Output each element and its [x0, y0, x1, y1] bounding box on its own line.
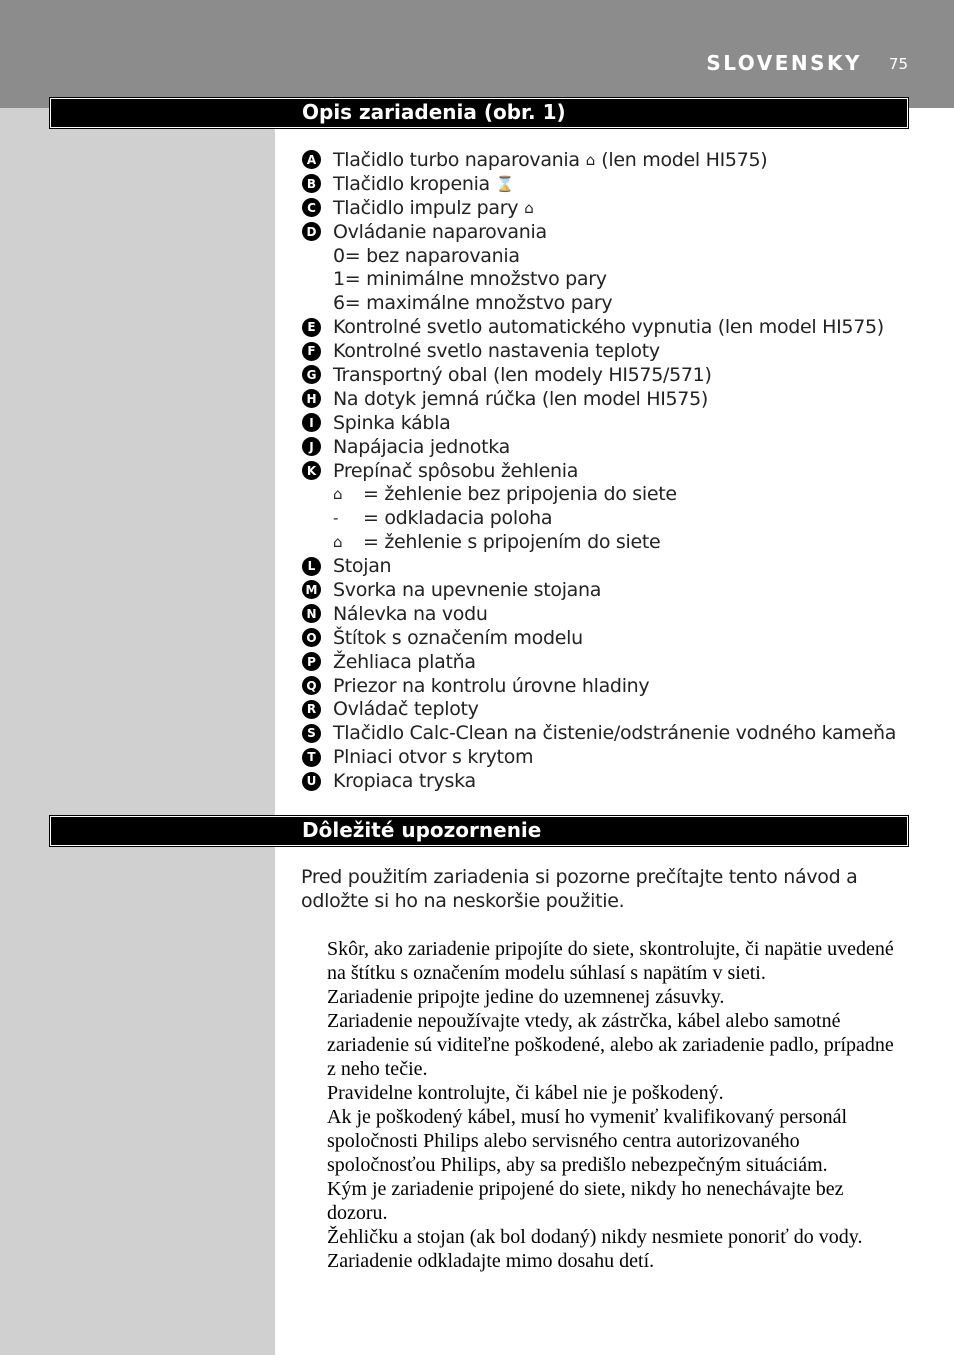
item-letter-badge: I [302, 413, 321, 432]
iron-mode-icon: - [333, 509, 339, 528]
item-text: Ovládač teploty [333, 698, 479, 721]
warning-item: Žehličku a stojan (ak bol dodaný) nikdy nesmiete ponoriť do vody. [327, 1226, 863, 1248]
item-text: Tlačidlo impulz pary [333, 196, 519, 219]
list-item [302, 697, 902, 721]
button-symbol-icon: ⌛ [495, 174, 515, 193]
warning-item: Zariadenie nepoužívajte vtedy, ak zástrčka, kábel alebo samotné zariadenie sú viditeľne poškodené, alebo ak zariadenie padlo, prípadne z neho tečie. [327, 1010, 894, 1080]
iron-mode-icon: ⌂ [333, 533, 343, 552]
item-text: Ovládanie naparovania [333, 220, 547, 243]
section-bar-important [50, 816, 908, 846]
item-letter-badge: R [302, 700, 321, 719]
list-item [302, 339, 902, 363]
item-text: Kropiaca tryska [333, 770, 476, 793]
list-item [302, 411, 902, 435]
iron-mode-icon: ⌂ [333, 485, 343, 504]
list-item [302, 435, 902, 459]
item-text: Transportný obal (len modely HI575/571) [333, 363, 712, 386]
list-item [302, 220, 902, 244]
item-text: Nálevka na vodu [333, 602, 488, 625]
item-letter-badge: B [302, 174, 321, 193]
item-text: Napájacia jednotka [333, 435, 510, 458]
section-bar-description [50, 98, 908, 128]
item-letter-badge: O [302, 628, 321, 647]
page-number: 75 [888, 55, 908, 73]
item-letter-badge: A [302, 150, 321, 169]
item-text: = žehlenie s pripojením do siete [363, 531, 661, 554]
list-item [302, 148, 902, 172]
warning-item: Kým je zariadenie pripojené do siete, nikdy ho nenechávajte bez dozoru. [327, 1178, 844, 1224]
button-symbol-icon: ⌂ [585, 150, 596, 169]
item-text: Tlačidlo kropenia [333, 172, 490, 195]
list-item [302, 530, 902, 554]
item-letter-badge: H [302, 389, 321, 408]
language-label: SLOVENSKY [706, 51, 862, 75]
intro-paragraph: Pred použitím zariadenia si pozorne prečítajte tento návod a odložte si ho na neskoršie použitie. [301, 866, 858, 912]
warning-item: Pravidelne kontrolujte, či kábel nie je poškodený. [327, 1082, 724, 1104]
item-text: 1= minimálne množstvo pary [333, 268, 607, 291]
list-item [302, 602, 902, 626]
list-item [302, 196, 902, 220]
item-text: Plniaci otvor s krytom [333, 746, 534, 769]
item-letter-badge: Q [302, 676, 321, 695]
item-text: Na dotyk jemná rúčka (len model HI575) [333, 387, 709, 410]
item-model-note: (len model HI575) [601, 148, 768, 171]
list-item [302, 745, 902, 769]
warning-item: Zariadenie odkladajte mimo dosahu detí. [327, 1250, 655, 1272]
section-title-description: Opis zariadenia (obr. 1) [302, 100, 566, 124]
item-text: Priezor na kontrolu úrovne hladiny [333, 674, 650, 697]
item-letter-badge: E [302, 318, 321, 337]
item-text: = odkladacia poloha [363, 507, 553, 530]
item-letter-badge: F [302, 342, 321, 361]
item-text: Prepínač spôsobu žehlenia [333, 459, 579, 482]
button-symbol-icon: ⌂ [524, 198, 534, 217]
item-text: Svorka na upevnenie stojana [333, 578, 602, 601]
item-letter-badge: C [302, 198, 321, 217]
item-text: 6= maximálne množstvo pary [333, 292, 613, 315]
item-letter-badge: M [302, 580, 321, 599]
list-item [302, 721, 902, 745]
item-letter-badge: S [302, 724, 321, 743]
item-text: Žehliaca platňa [333, 650, 476, 673]
item-text: Štítok s označením modelu [333, 626, 583, 649]
list-item [302, 506, 902, 530]
item-text: Kontrolné svetlo nastavenia teploty [333, 340, 660, 363]
list-item [302, 554, 902, 578]
list-item [302, 459, 902, 483]
warnings-list [327, 937, 905, 1273]
item-letter-badge: P [302, 652, 321, 671]
section-title-important: Dôležité upozornenie [302, 818, 542, 842]
list-item [302, 578, 902, 602]
list-item [302, 650, 902, 674]
item-letter-badge: L [302, 557, 321, 576]
list-item [302, 172, 902, 196]
item-letter-badge: U [302, 772, 321, 791]
left-margin-column [0, 108, 275, 1355]
item-letter-badge: D [302, 222, 321, 241]
item-letter-badge: G [302, 365, 321, 384]
list-item [302, 363, 902, 387]
item-text: 0= bez naparovania [333, 244, 520, 267]
list-item [302, 482, 902, 506]
item-text: Spinka kábla [333, 411, 451, 434]
warning-item: Skôr, ako zariadenie pripojíte do siete, skontrolujte, či napätie uvedené na štítku s označením modelu súhlasí s napätím v sieti. [327, 938, 894, 984]
item-text: = žehlenie bez pripojenia do siete [363, 483, 677, 506]
item-letter-badge: K [302, 461, 321, 480]
item-text: Kontrolné svetlo automatického vypnutia (len model HI575) [333, 316, 884, 339]
item-letter-badge: N [302, 604, 321, 623]
list-item [302, 626, 902, 650]
item-text: Tlačidlo turbo naparovania [333, 148, 580, 171]
list-item [302, 674, 902, 698]
list-item [302, 291, 902, 315]
item-text: Stojan [333, 555, 392, 578]
list-item [302, 244, 902, 268]
list-item [302, 315, 902, 339]
list-item [302, 267, 902, 291]
list-item [302, 769, 902, 793]
warning-item: Ak je poškodený kábel, musí ho vymeniť kvalifikovaný personál spoločnosti Philips alebo servisného centra autorizovaného spoločnosťou Philips, aby sa predišlo nebezpečným situáciám. [327, 1106, 848, 1176]
parts-list [302, 148, 902, 793]
item-letter-badge: T [302, 748, 321, 767]
warning-item: Zariadenie pripojte jedine do uzemnenej zásuvky. [327, 986, 725, 1008]
item-letter-badge: J [302, 437, 321, 456]
list-item [302, 387, 902, 411]
item-text: Tlačidlo Calc-Clean na čistenie/odstránenie vodného kameňa [333, 722, 897, 745]
